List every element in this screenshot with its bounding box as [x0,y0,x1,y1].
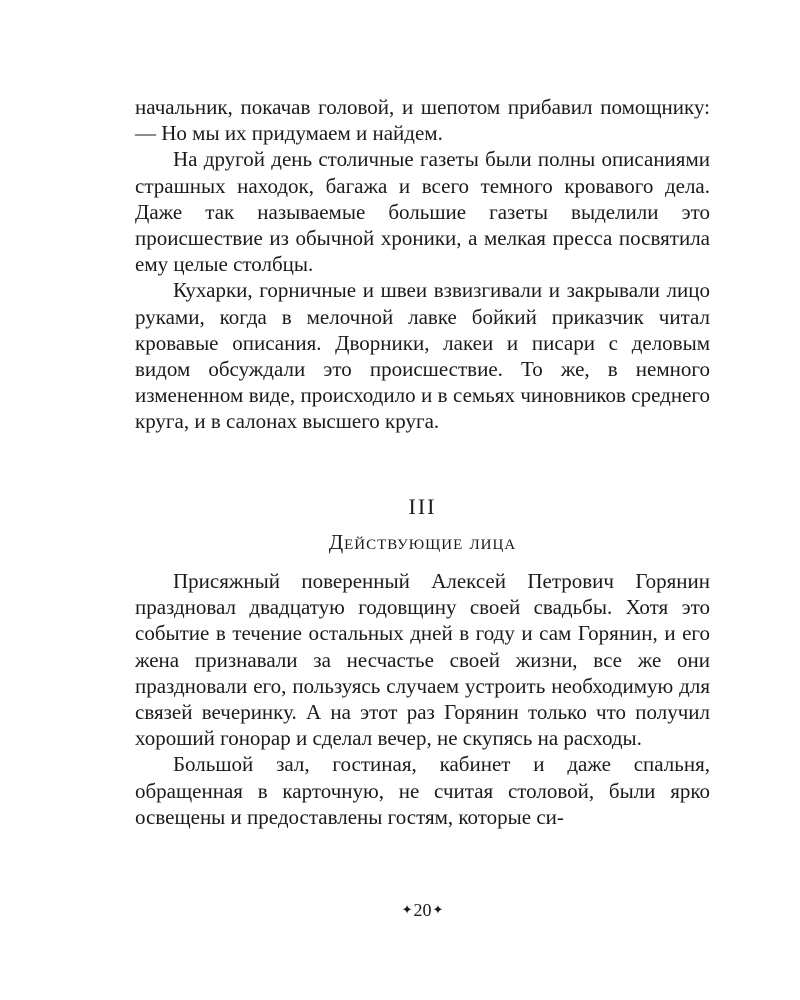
ornament-left-icon: ✦ [401,902,413,917]
chapter-number: III [408,494,437,519]
ornament-right-icon: ✦ [432,902,444,917]
text-block-top [135,94,710,435]
page-number-value: 20 [413,900,432,920]
page-number [135,898,710,922]
paragraph-3: Кухарки, горничные и швеи взвизгивали и закрывали лицо руками, когда в мелочной лавке бойкий приказчик читал кровавые описания. Дворники, лакеи и писари с деловым видом обсуждали это происшествие. То же, в немного измененном виде, происходило и в семьях чиновников среднего круга, и в салонах высшего круга. [135,278,710,434]
paragraph-4: Присяжный поверенный Алексей Петрович Горянин праздновал двадцатую годовщину своей свадьбы. Хотя это событие в течение остальных дней в году и сам Горянин, и его жена признавали за несчастье своей жизни, все же они праздновали его, пользуясь случаем устроить необходимую для связей вечеринку. А на этот раз Горянин только что получил хороший гонорар и сделал вечер, не скупясь на расходы. [135,569,710,751]
paragraph-2: На другой день столичные газеты были полны описаниями страшных находок, багажа и всего темного кровавого дела. Даже так называемые большие газеты выделили это происшествие из обычной хроники, а мелкая пресса посвятила ему целые столбцы. [135,147,710,277]
paragraph-1: начальник, покачав головой, и шепотом прибавил помощнику: — Но мы их придумаем и найдем. [135,95,710,146]
chapter-title: Действующие лица [328,530,517,554]
text-block-bottom [135,568,710,830]
paragraph-5: Большой зал, гостиная, кабинет и даже спальня, обращенная в карточную, не считая столовой, были ярко освещены и предоставлены гостям, которые си- [135,752,710,829]
